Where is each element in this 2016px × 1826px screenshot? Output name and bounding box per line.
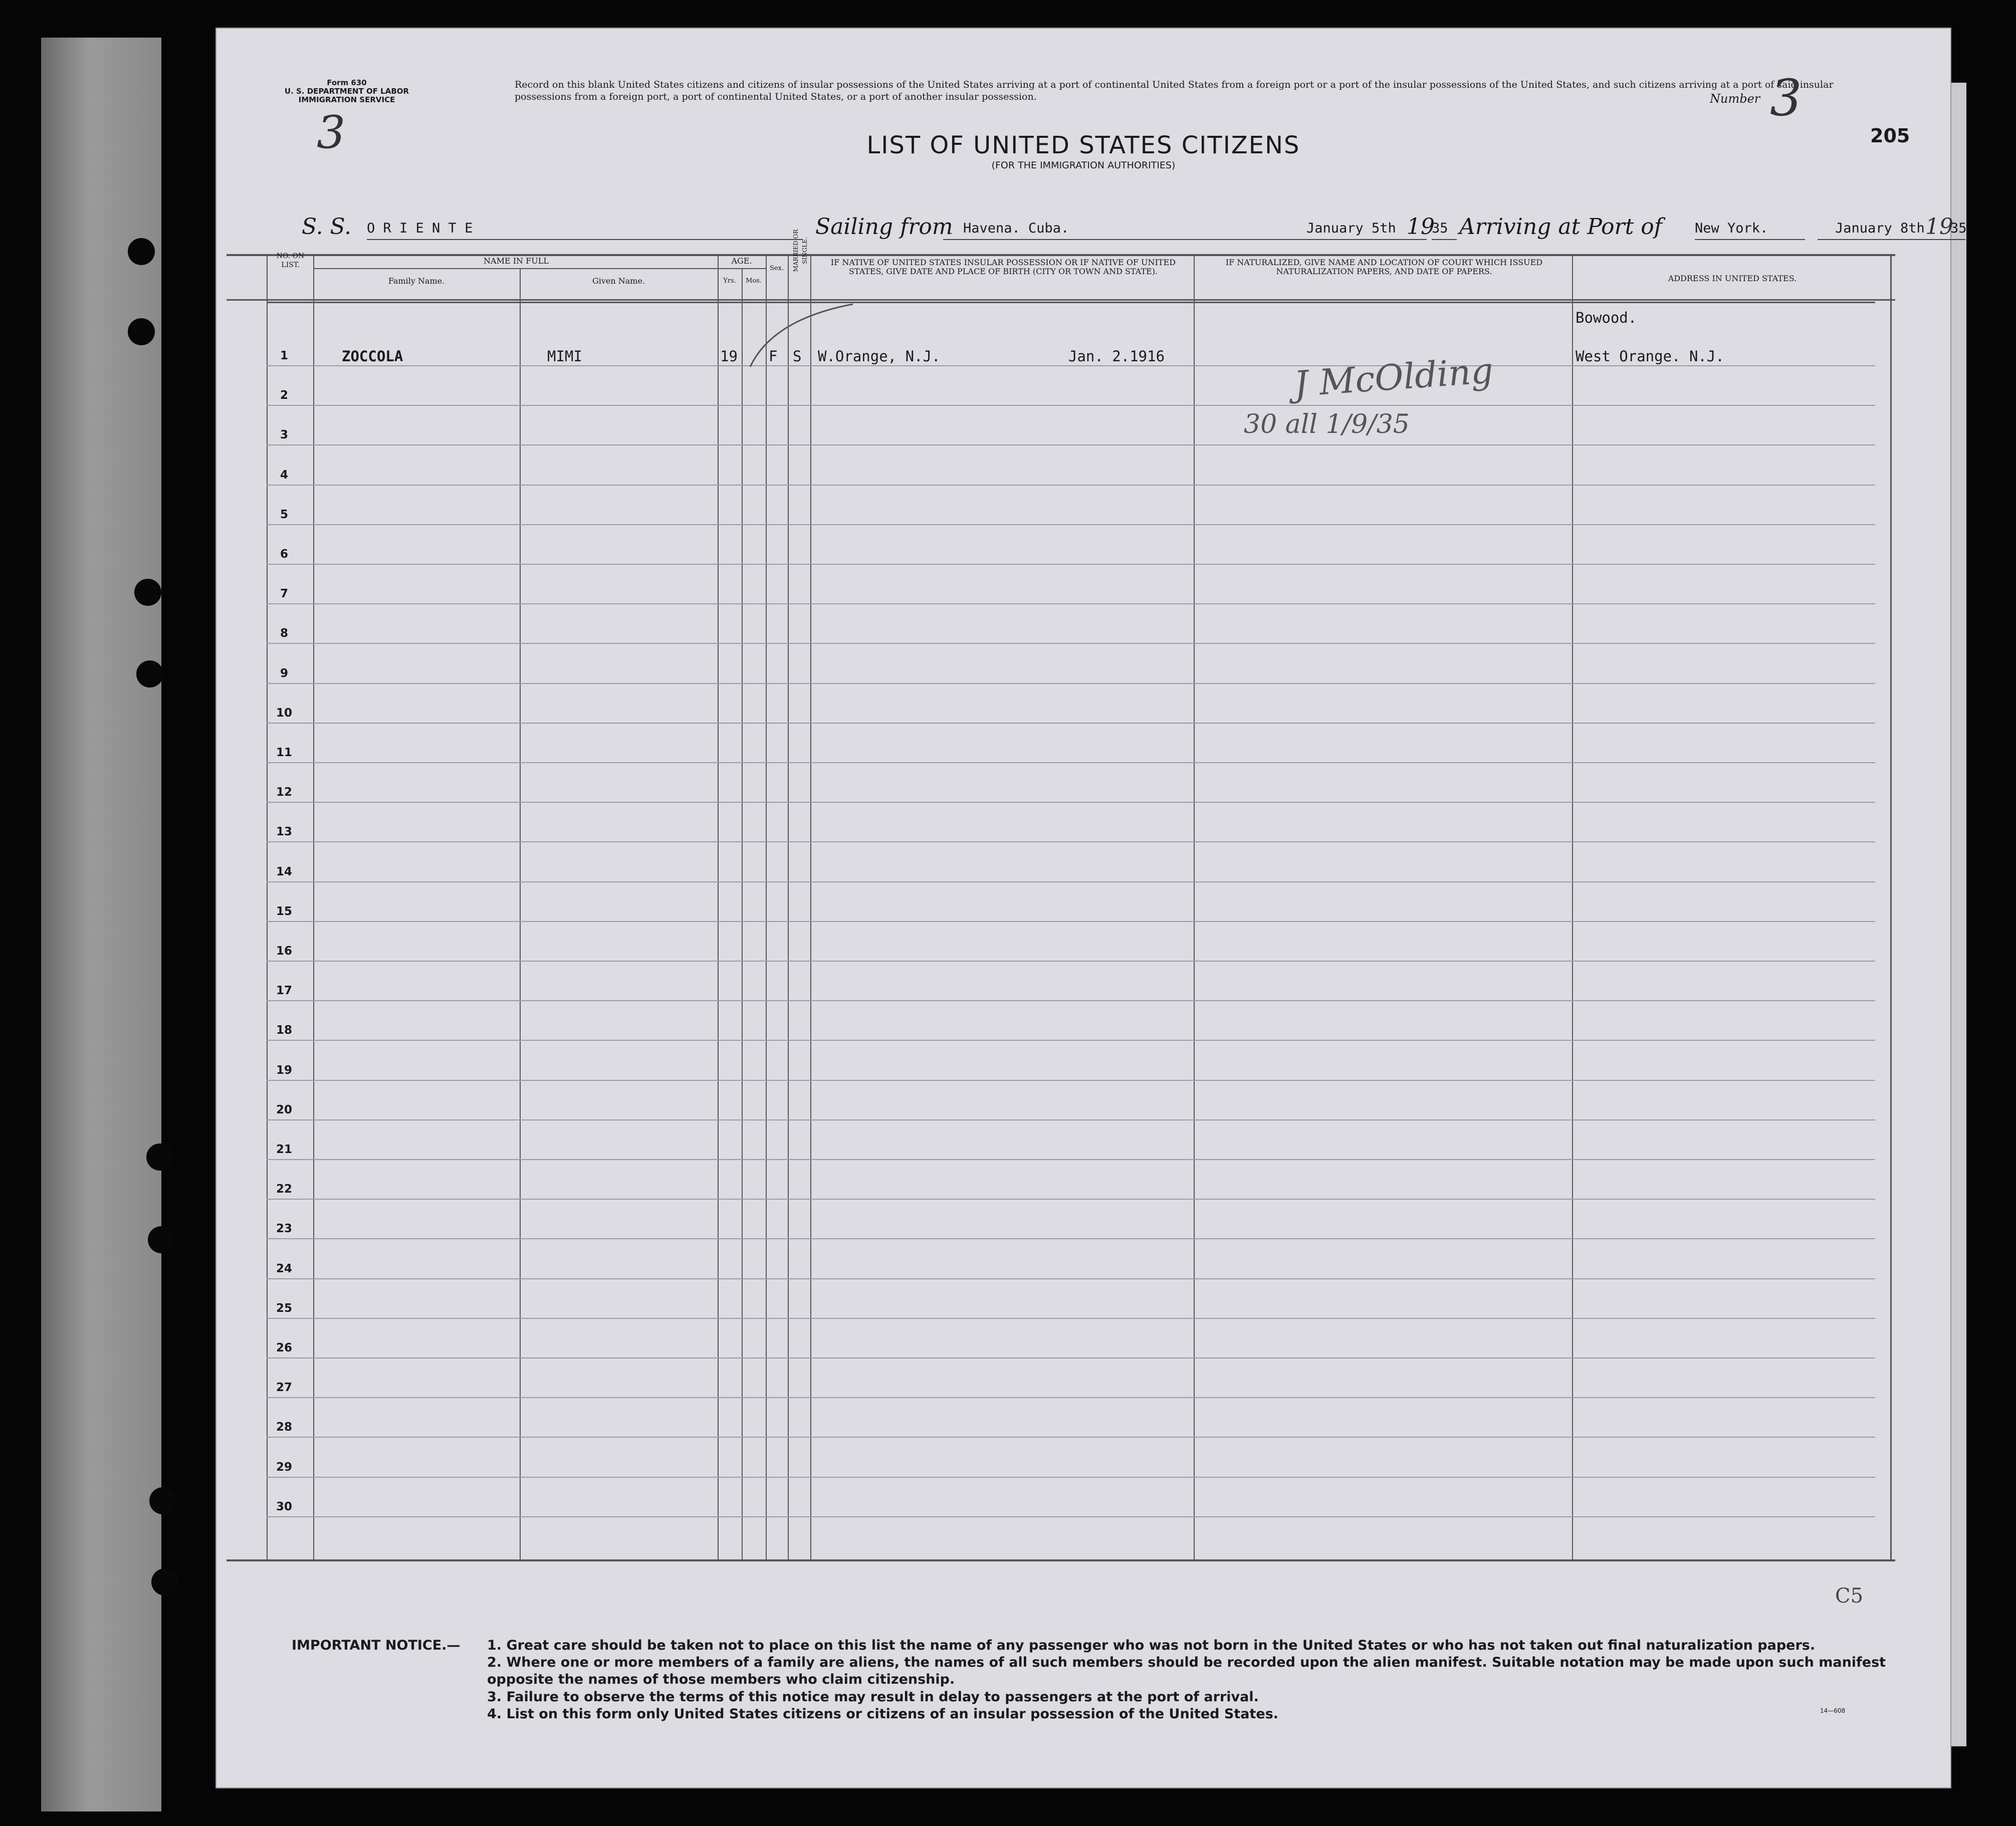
- row-rule: [267, 841, 1875, 842]
- row-rule: [267, 1397, 1875, 1398]
- bottom-code: C5: [1835, 1584, 1864, 1608]
- row-number: 24: [276, 1262, 292, 1275]
- punch-hole: [148, 1226, 175, 1253]
- row-rule: [267, 603, 1875, 604]
- row-number: 3: [280, 428, 288, 442]
- form-number: Form 630: [327, 78, 367, 87]
- age-subheader-rule: [718, 268, 766, 269]
- arrival-year: 35: [1950, 220, 1967, 236]
- notice-item-1: 1. Great care should be taken not to place on this list the name of any passenger who was not born in the United States or who has not taken out final naturalization papers.: [487, 1638, 1816, 1653]
- service-name: IMMIGRATION SERVICE: [298, 95, 395, 104]
- col-line: [1194, 255, 1195, 1559]
- row-number: 30: [276, 1500, 292, 1513]
- row-rule: [267, 643, 1875, 644]
- handwritten-corner-mark: 3: [317, 106, 346, 159]
- notice-item-4: 4. List on this form only United States citizens or citizens of an insular possession of the United States.: [487, 1706, 1279, 1722]
- number-value: 3: [1770, 69, 1802, 127]
- departure-port: Havena. Cuba.: [943, 220, 1284, 240]
- form-code: 14—608: [1820, 1707, 1846, 1714]
- header-name-in-full: NAME IN FULL: [484, 256, 549, 266]
- row-number: 14: [276, 865, 292, 878]
- row-number: 2: [280, 389, 288, 402]
- row-rule: [267, 762, 1875, 763]
- header-birth: IF NATIVE OF UNITED STATES INSULAR POSSESSION OR IF NATIVE OF UNITED STATES, GIVE DATE AND PLACE OF BIRTH (CITY OR TOWN AND STATE).: [830, 258, 1176, 276]
- punch-hole: [151, 1568, 178, 1595]
- arrival-port: New York.: [1695, 220, 1805, 240]
- row-number: 5: [280, 508, 288, 521]
- row-rule: [267, 802, 1875, 803]
- notice-item-3: 3. Failure to observe the terms of this notice may result in delay to passengers at the port of arrival.: [487, 1689, 1259, 1705]
- col-line: [788, 255, 789, 1559]
- row-rule: [267, 1516, 1875, 1517]
- row-number: 29: [276, 1460, 292, 1474]
- form-identifier: [262, 79, 432, 104]
- departure-date: January 5th: [1284, 220, 1427, 240]
- row-number: 25: [276, 1301, 292, 1315]
- row-rule: [267, 1040, 1875, 1041]
- row-number: 21: [276, 1143, 292, 1156]
- row-rule: [267, 564, 1875, 565]
- row-number: 26: [276, 1341, 292, 1354]
- col-line: [718, 255, 719, 1559]
- col-line: [313, 255, 314, 1559]
- row-number: 12: [276, 786, 292, 799]
- row-number: 20: [276, 1103, 292, 1116]
- row-rule: [267, 1159, 1875, 1160]
- col-line: [1890, 255, 1892, 1559]
- department-name: U. S. DEPARTMENT OF LABOR: [284, 87, 409, 96]
- row-number: 22: [276, 1183, 292, 1196]
- header-no-on-list: NO. ON LIST.: [276, 252, 305, 269]
- col-line: [267, 255, 268, 1559]
- family-name-cell: ZOCCOLA: [342, 348, 403, 365]
- row-number: 18: [276, 1024, 292, 1037]
- row-rule: [267, 1477, 1875, 1478]
- row-number: 9: [280, 666, 288, 680]
- row-rule: [267, 1080, 1875, 1081]
- col-line: [1572, 255, 1573, 1559]
- header-mos: Mos.: [746, 277, 762, 285]
- given-name-cell: MIMI: [547, 348, 582, 365]
- arrival-date: January 8th: [1818, 220, 1965, 240]
- age-years-cell: 19: [720, 348, 738, 365]
- marital-cell: S: [793, 348, 802, 365]
- ss-label: S. S.: [302, 214, 352, 240]
- record-instructions: Record on this blank United States citizens and citizens of insular possessions of the United States arriving at a port of continental United States from a foreign port or a port of the insular possessions of the United States, and such citizens arriving at a port of said insular possessions from a foreign port, a port of continental United States, or a port of another insular possession.: [515, 79, 1834, 102]
- table-top-rule: [227, 254, 1895, 256]
- row-number: 15: [276, 904, 292, 918]
- sailing-from-label: Sailing from: [815, 214, 953, 240]
- header-family-name: Family Name.: [388, 276, 445, 286]
- departure-year-prefix: 19: [1407, 214, 1435, 240]
- notice-label: IMPORTANT NOTICE.—: [292, 1638, 461, 1653]
- col-line: [520, 269, 521, 1559]
- arriving-label: Arriving at Port of: [1459, 214, 1663, 240]
- sex-cell: F: [769, 348, 778, 365]
- row-rule: [267, 1318, 1875, 1319]
- row-rule: [267, 723, 1875, 724]
- departure-year: 35: [1432, 220, 1457, 240]
- header-age: AGE.: [731, 256, 752, 266]
- punch-hole: [128, 318, 155, 345]
- row-number: 17: [276, 984, 292, 998]
- header-bottom-rule: [227, 299, 1895, 301]
- row-rule: [267, 1437, 1875, 1438]
- row-rule: [267, 683, 1875, 684]
- row-rule: [267, 921, 1875, 922]
- header-yrs: Yrs.: [723, 277, 736, 285]
- row-rule: [267, 1238, 1875, 1239]
- row-rule: [267, 1000, 1875, 1001]
- address-line2-cell: West Orange. N.J.: [1576, 348, 1724, 365]
- row-number: 28: [276, 1421, 292, 1434]
- header-married-single: MARRIED OR SINGLE.: [792, 229, 808, 272]
- row-rule: [267, 365, 1875, 366]
- row-rule: [267, 1199, 1875, 1200]
- punch-hole: [149, 1487, 176, 1514]
- punch-hole: [146, 1144, 173, 1171]
- table-bottom-rule: [227, 1559, 1895, 1561]
- punch-hole: [136, 660, 163, 688]
- birth-date-cell: Jan. 2.1916: [1068, 348, 1165, 365]
- page-subtitle: (FOR THE IMMIGRATION AUTHORITIES): [991, 160, 1176, 171]
- header-sex: Sex.: [769, 265, 784, 272]
- row-number: 19: [276, 1063, 292, 1077]
- punch-hole: [134, 579, 161, 606]
- row-number: 11: [276, 746, 292, 759]
- row-rule: [267, 1278, 1875, 1279]
- row-rule: [267, 405, 1875, 406]
- row-number: 10: [276, 706, 292, 720]
- number-label: Number: [1710, 92, 1760, 106]
- address-line1-cell: Bowood.: [1576, 309, 1637, 326]
- row-number: 7: [280, 587, 288, 601]
- row-rule: [267, 524, 1875, 525]
- row-rule: [267, 881, 1875, 882]
- arrival-year-prefix-visible: 19: [1925, 214, 1953, 240]
- signature-annotation: J McOlding: [1292, 350, 1495, 405]
- name-subheader-rule: [313, 268, 719, 269]
- row-number: 27: [276, 1381, 292, 1395]
- row-number: 4: [280, 468, 288, 482]
- birth-place-cell: W.Orange, N.J.: [818, 348, 941, 365]
- manifest-sheet: [215, 28, 1967, 1788]
- tick-mark-stroke: [748, 299, 858, 369]
- row-number: 8: [280, 627, 288, 640]
- voyage-line: [216, 214, 1950, 244]
- table-header-rule: [267, 302, 1875, 303]
- row-rule: [267, 1357, 1875, 1358]
- row-number: 13: [276, 825, 292, 839]
- ship-name: O R I E N T E: [367, 220, 803, 240]
- col-line: [742, 269, 743, 1559]
- date-annotation: 30 all 1/9/35: [1244, 409, 1410, 439]
- row-number: 6: [280, 548, 288, 561]
- row-rule: [267, 961, 1875, 962]
- page-number: 205: [1870, 125, 1910, 147]
- col-line: [766, 255, 767, 1559]
- binder-strip: [41, 38, 161, 1811]
- page-title: LIST OF UNITED STATES CITIZENS: [866, 131, 1300, 159]
- row-number: 1: [280, 349, 288, 362]
- row-rule: [267, 485, 1875, 486]
- row-number: 23: [276, 1222, 292, 1236]
- row-number: 16: [276, 945, 292, 958]
- punch-hole: [128, 238, 155, 265]
- col-line: [810, 255, 811, 1559]
- row-rule: [267, 1119, 1875, 1120]
- header-naturalized: IF NATURALIZED, GIVE NAME AND LOCATION OF COURT WHICH ISSUED NATURALIZATION PAPERS, AND DATE OF PAPERS.: [1225, 258, 1543, 276]
- header-address: ADDRESS IN UNITED STATES.: [1668, 274, 1797, 283]
- notice-item-2: 2. Where one or more members of a family are aliens, the names of all such members should be recorded upon the alien manifest. Suitable notation may be made upon such manifest opposite the names of those members who claim citizenship.: [487, 1655, 1886, 1687]
- row-rule: [267, 444, 1875, 445]
- header-given-name: Given Name.: [592, 276, 645, 286]
